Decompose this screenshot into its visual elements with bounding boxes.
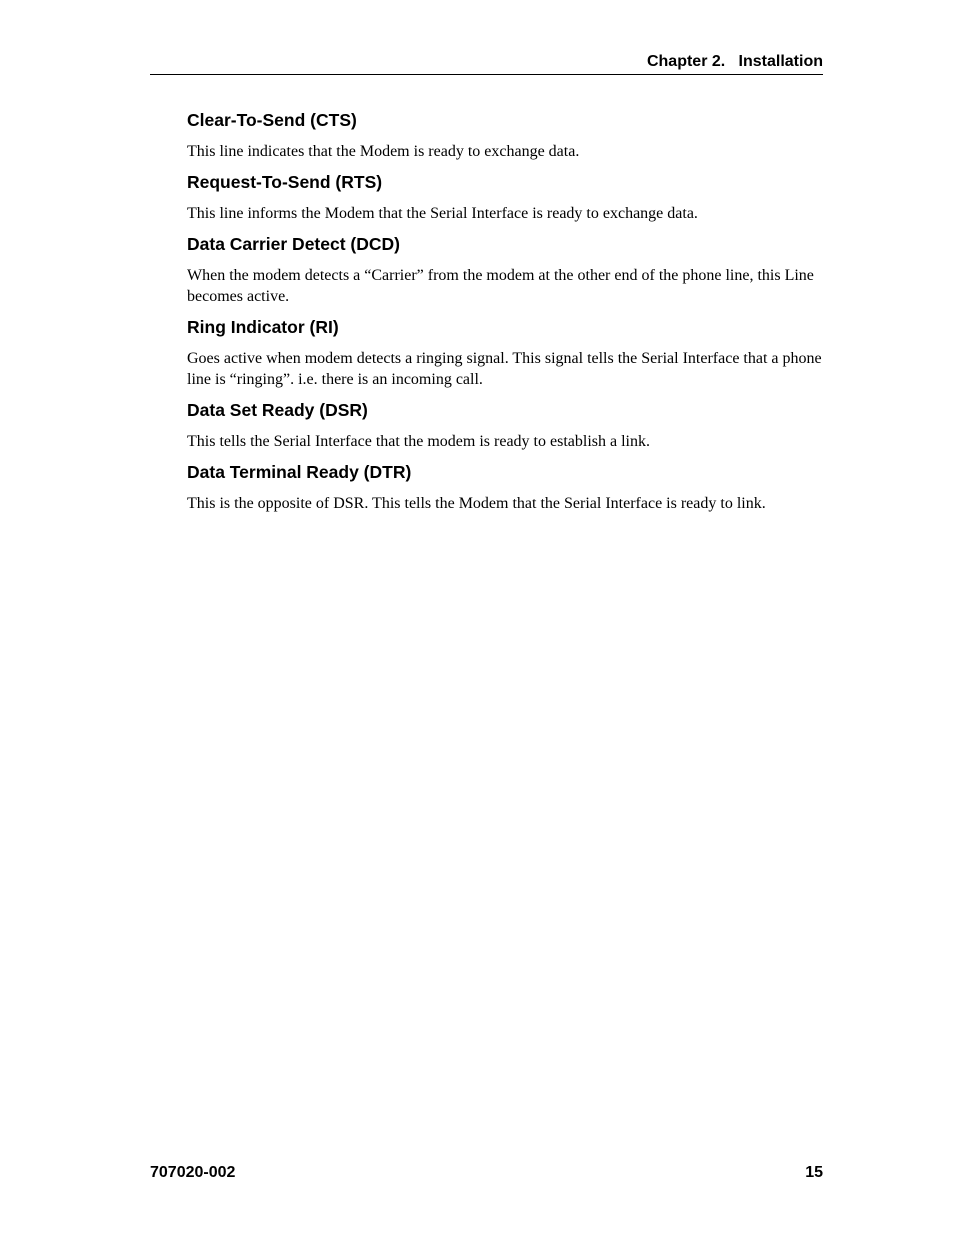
page-header — [150, 52, 823, 75]
document-number: 707020-002 — [150, 1164, 236, 1181]
section-heading: Ring Indicator (RI) — [187, 317, 339, 337]
page-content — [187, 109, 823, 523]
section-rts — [187, 171, 823, 224]
section-paragraph: This is the opposite of DSR. This tells the Modem that the Serial Interface is ready to link. — [187, 495, 766, 512]
section-ri — [187, 316, 823, 390]
section-heading: Request-To-Send (RTS) — [187, 172, 383, 192]
section-dtr — [187, 461, 823, 514]
section-paragraph: Goes active when modem detects a ringing signal. This signal tells the Serial Interface that a phone line is “ringing”. i.e. there is an incoming call. — [187, 350, 822, 388]
section-heading: Clear-To-Send (CTS) — [187, 110, 357, 130]
section-heading: Data Set Ready (DSR) — [187, 400, 368, 420]
section-dcd — [187, 233, 823, 307]
page-number: 15 — [805, 1164, 823, 1181]
section-cts — [187, 109, 823, 162]
section-heading: Data Terminal Ready (DTR) — [187, 462, 412, 482]
section-paragraph: This line indicates that the Modem is ready to exchange data. — [187, 143, 580, 160]
section-paragraph: This line informs the Modem that the Serial Interface is ready to exchange data. — [187, 205, 698, 222]
section-paragraph: When the modem detects a “Carrier” from the modem at the other end of the phone line, this Line becomes active. — [187, 267, 814, 305]
section-paragraph: This tells the Serial Interface that the modem is ready to establish a link. — [187, 433, 650, 450]
section-heading: Data Carrier Detect (DCD) — [187, 234, 400, 254]
page-footer — [150, 1164, 823, 1186]
running-title: Chapter 2. Installation — [646, 53, 823, 70]
section-dsr — [187, 399, 823, 452]
